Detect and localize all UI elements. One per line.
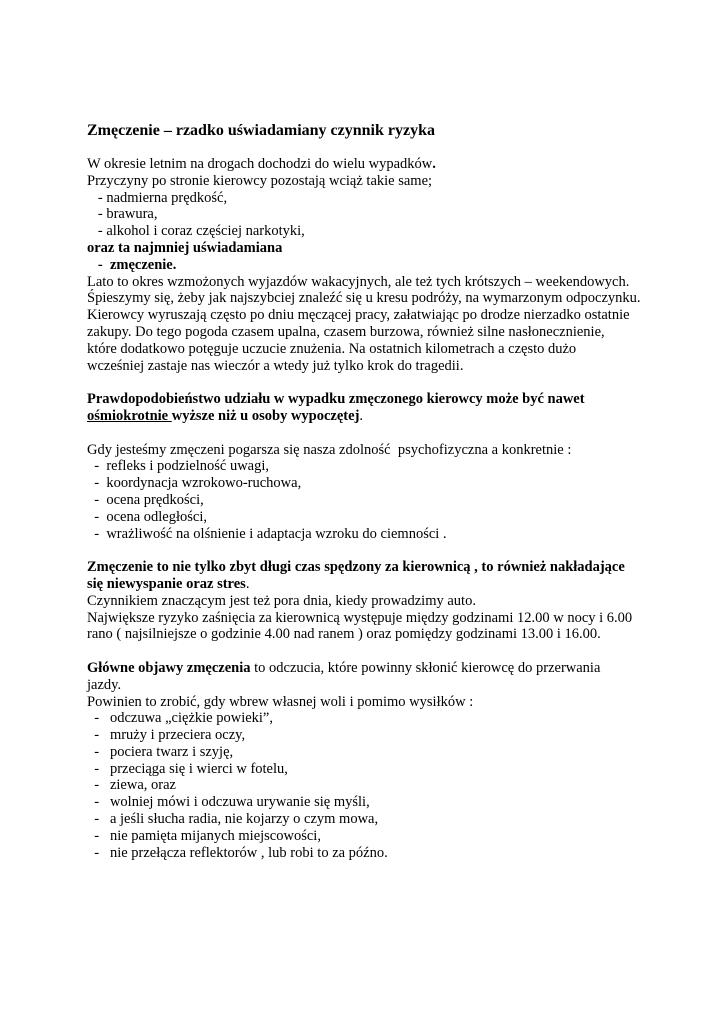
bold-line: oraz ta najmniej uświadamiana [87,239,283,256]
paragraph-line: zakupy. Do tego pogoda czasem upalna, czasem burzowa, również silne nasłonecznienie, [87,323,605,340]
time-line: Czynnikiem znaczącym jest też pora dnia, kiedy prowadzimy auto. [87,592,476,609]
spacer [87,374,667,391]
bold-text: Główne objawy zmęczenia [87,659,251,676]
cause-item: - alkohol i coraz częściej narkotyki, [87,223,305,240]
dot: . [359,407,364,424]
probability-line-2 [87,408,667,425]
spacer [87,542,667,559]
paragraph-line: wcześniej zastaje nas wieczór a wtedy już tylko krok do tragedii. [87,357,464,374]
list-item: - koordynacja wzrokowo-ruchowa, [87,475,302,492]
symptoms-line-2: jazdy. [87,676,122,693]
document-title: Zmęczenie – rzadko uświadamiany czynnik ryzyka [87,122,435,139]
tired-lead: Gdy jesteśmy zmęczeni pogarsza się nasza zdolność psychofizyczna a konkretnie : [87,441,572,458]
intro-line-1 [87,156,667,173]
list-item: - odczuwa „ciężkie powieki”, [87,710,273,727]
intro-text: W okresie letnim na drogach dochodzi do wielu wypadków [87,156,433,172]
list-item: - mruży i przeciera oczy, [87,727,246,744]
bold-line: - zmęczenie. [87,256,177,273]
list-item: - ziewa, oraz [87,777,176,794]
list-item: - ocena prędkości, [87,491,204,508]
list-item: - przeciąga się i wierci w fotelu, [87,760,288,777]
list-item: - a jeśli słucha radia, nie kojarzy o czym mowa, [87,811,379,828]
document-page [87,121,667,861]
bold-text: się niewyspanie oraz stres [87,575,246,592]
list-item: - wrażliwość na olśnienie i adaptacja wzroku do ciemności . [87,525,447,542]
spacer [87,643,667,660]
time-bold-1: Zmęczenie to nie tylko zbyt długi czas spędzony za kierownicą , to również nakładające [87,559,625,576]
list-item: - pociera twarz i szyję, [87,743,234,760]
dot: . [245,575,250,592]
paragraph-line: Lato to okres wzmożonych wyjazdów wakacyjnych, ale też tych krótszych – weekendowych. [87,273,630,290]
time-bold-2 [87,576,667,593]
intro-dot: . [432,156,436,172]
intro-line-2: Przyczyny po stronie kierowcy pozostają wciąż takie same; [87,172,433,189]
symptoms-lead: Powinien to zrobić, gdy wbrew własnej woli i pomimo wysiłków : [87,693,474,710]
paragraph-line: Kierowcy wyruszają często po dniu męczącej pracy, załatwiając po drodze nierzadko ostatnie [87,307,630,324]
list-item: - wolniej mówi i odczuwa urywanie się myśli, [87,794,370,811]
cause-item: - brawura, [87,206,158,223]
list-item: - refleks i podzielność uwagi, [87,458,270,475]
probability-line-1: Prawdopodobieństwo udziału w wypadku zmęczonego kierowcy może być nawet [87,391,585,408]
list-item: - nie pamięta mijanych miejscowości, [87,827,321,844]
spacer [87,425,667,442]
list-item: - ocena odległości, [87,508,207,525]
time-line: rano ( najsilniejsze o godzinie 4.00 nad ranem ) oraz pomiędzy godzinami 13.00 i 16.00. [87,626,601,643]
symptoms-line-1 [87,660,667,677]
paragraph-line: które dodatkowo potęguje uczucie znużenia. Na ostatnich kilometrach a często dużo [87,340,577,357]
time-line: Największe ryzyko zaśnięcia za kierownicą występuje między godzinami 12.00 w nocy i 6.00 [87,609,633,626]
symptoms-text: to odczucia, które powinny skłonić kierowcę do przerwania [250,659,601,676]
underlined-text: ośmiokrotnie [87,407,172,424]
cause-item: - nadmierna prędkość, [87,189,228,206]
bold-text: wyższe niż u osoby wypoczętej [171,407,360,424]
paragraph-line: Śpieszymy się, żeby jak najszybciej znaleźć się u kresu podróży, na wymarzonym odpoczynku. [87,290,641,307]
list-item: - nie przełącza reflektorów , lub robi to za późno. [87,844,388,861]
